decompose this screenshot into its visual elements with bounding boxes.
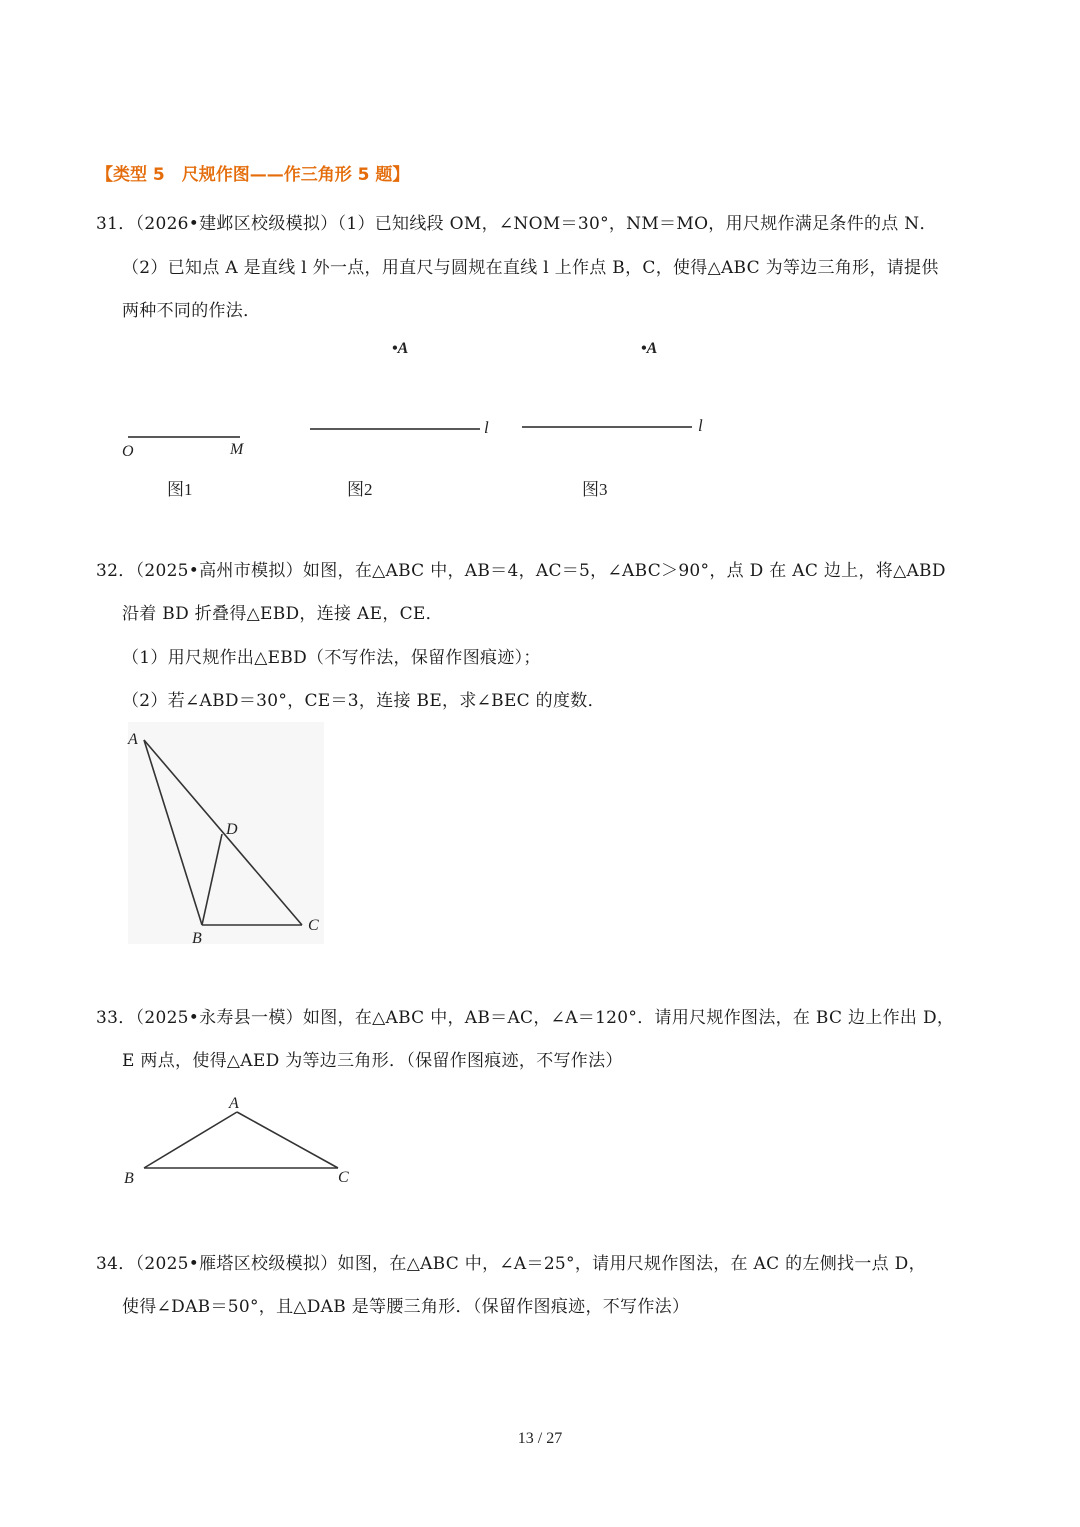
label-b: B [192, 930, 202, 947]
q31-line-3: 两种不同的作法． [122, 301, 261, 321]
page-number: 13 / 27 [517, 1430, 563, 1447]
section-heading: 【类型 5 尺规作图——作三角形 5 题】 [96, 165, 410, 185]
label-l-fig2: l [484, 418, 489, 437]
label-a-fig3: •A [641, 340, 658, 357]
q32-line-3: （1）用尺规作出△EBD（不写作法，保留作图痕迹）； [122, 648, 541, 668]
q32-line-1: 32．（2025•高州市模拟）如图，在△ABC 中，AB＝4，AC＝5，∠ABC＞90°，点 D 在 AC 边上，将△ABD [96, 561, 946, 581]
label-a-fig2: •A [392, 340, 409, 357]
label-l-fig3: l [698, 416, 703, 435]
label-b: B [124, 1170, 134, 1187]
q31-figures [100, 330, 740, 470]
caption-figure-2: 图2 [347, 480, 373, 499]
segment-ab [144, 1112, 237, 1168]
label-a: A [229, 1095, 239, 1112]
q33-triangle-figure [120, 1090, 360, 1190]
q34-line-2: 使得∠DAB＝50°，且△DAB 是等腰三角形．（保留作图痕迹，不写作法） [122, 1297, 690, 1317]
segment-ac [237, 1112, 338, 1168]
label-c: C [308, 917, 319, 934]
q32-line-4: （2）若∠ABD＝30°，CE＝3，连接 BE，求∠BEC 的度数． [122, 691, 605, 711]
label-a: A [128, 731, 138, 748]
caption-figure-1: 图1 [167, 480, 193, 499]
q34-line-1: 34．（2025•雁塔区校级模拟）如图，在△ABC 中，∠A＝25°，请用尺规作图法，在 AC 的左侧找一点 D， [96, 1254, 926, 1274]
label-c: C [338, 1169, 349, 1186]
q31-line-1: 31．（2026•建邺区校级模拟）（1）已知线段 OM，∠NOM＝30°，NM＝MO，用尺规作满足条件的点 N． [96, 214, 937, 234]
q33-line-2: E 两点，使得△AED 为等边三角形．（保留作图痕迹，不写作法） [122, 1051, 623, 1071]
label-o: O [122, 443, 134, 460]
q33-line-1: 33．（2025•永寿县一模）如图，在△ABC 中，AB＝AC，∠A＝120°．请用尺规作图法，在 BC 边上作出 D， [96, 1008, 955, 1028]
q32-triangle-figure [120, 722, 340, 952]
caption-figure-3: 图3 [582, 480, 608, 499]
q31-line-2: （2）已知点 A 是直线 l 外一点，用直尺与圆规在直线 l 上作点 B，C，使得△ABC 为等边三角形，请提供 [122, 258, 939, 278]
q32-line-2: 沿着 BD 折叠得△EBD，连接 AE，CE． [122, 604, 443, 624]
label-m: M [230, 441, 244, 458]
label-d: D [226, 821, 238, 838]
